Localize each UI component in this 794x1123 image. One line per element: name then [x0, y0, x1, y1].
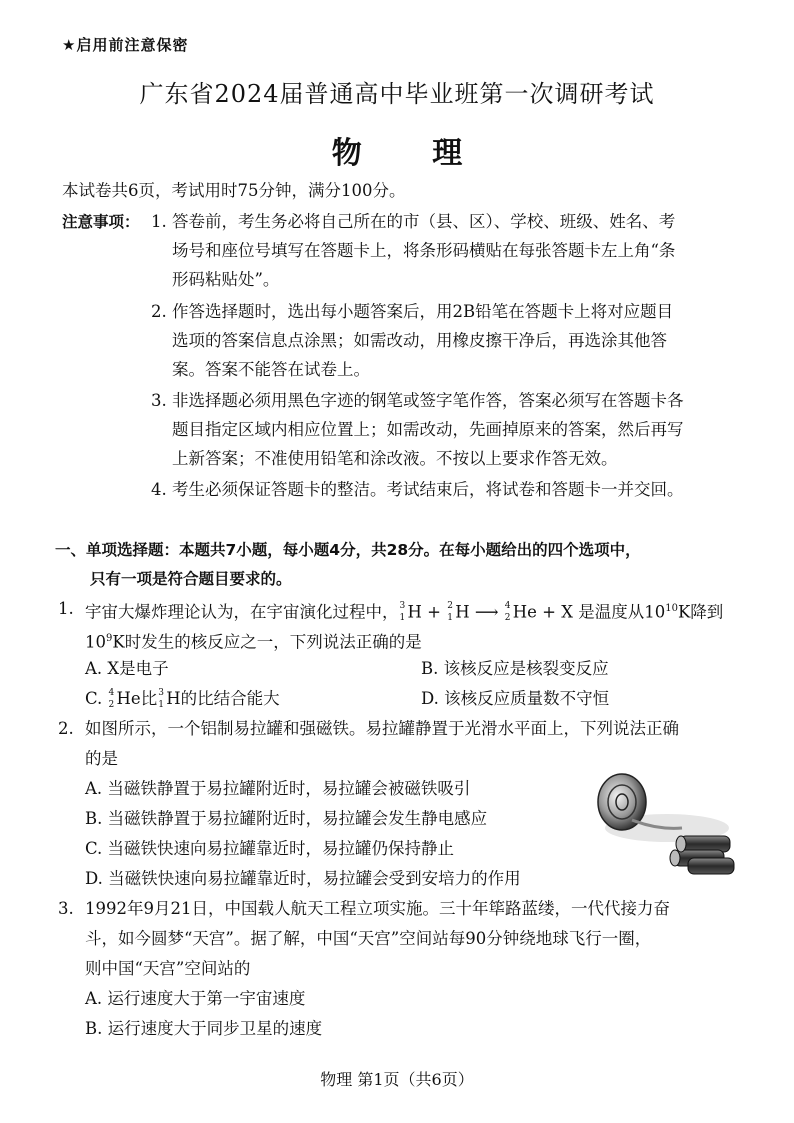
notes-line: 2. 作答选择题时，选出每小题答案后，用2B铅笔在答题卡上将对应题目	[151, 302, 674, 321]
q3-stem-line1: 1992年9月21日，中国载人航天工程立项实施。三十年筚路蓝缕，一代代接力奋	[85, 899, 670, 918]
notes-line: 案。答案不能答在试卷上。	[172, 360, 370, 379]
notes-line: 选项的答案信息点涂黑；如需改动，用橡皮擦干净后，再选涂其他答	[172, 331, 667, 350]
subject-title: 物 理	[331, 136, 493, 171]
q2-stem-line1: 如图所示，一个铝制易拉罐和强磁铁。易拉罐静置于光滑水平面上，下列说法正确	[85, 719, 679, 738]
q2-option-b: B. 当磁铁静置于易拉罐附近时，易拉罐会发生静电感应	[85, 809, 488, 828]
notes-line: 3. 非选择题必须用黑色字迹的钢笔或签字笔作答，答案必须写在答题卡各	[151, 391, 684, 410]
notes-line: 形码粘贴处”。	[172, 270, 280, 289]
notes-line: 1. 答卷前，考生务必将自己所在的市（县、区）、学校、班级、姓名、考	[151, 212, 676, 231]
notes-label: 注意事项：	[62, 213, 140, 231]
q3-option-b: B. 运行速度大于同步卫星的速度	[85, 1019, 323, 1038]
exam-intro: 本试卷共6页，考试用时75分钟，满分100分。	[62, 181, 406, 200]
q3-stem-line2: 斗，如今圆梦“天宫”。据了解，中国“天宫”空间站每90分钟绕地球飞行一圈，	[85, 929, 652, 948]
q2-stem-line2: 的是	[85, 749, 118, 768]
section-heading-cont: 只有一项是符合题目要求的。	[90, 570, 292, 588]
q2-option-a: A. 当磁铁静置于易拉罐附近时，易拉罐会被磁铁吸引	[85, 779, 471, 798]
q3-number: 3.	[58, 899, 74, 918]
notes-line: 4. 考生必须保证答题卡的整洁。考试结束后，将试卷和答题卡一并交回。	[151, 480, 684, 499]
notes-line: 场号和座位号填写在答题卡上，将条形码横贴在每张答题卡左上角“条	[172, 241, 676, 260]
can-and-magnet-illustration	[592, 768, 742, 883]
q2-number: 2.	[58, 719, 74, 738]
section-heading: 一、单项选择题：本题共7小题，每小题4分，共28分。在每小题给出的四个选项中，	[55, 541, 641, 559]
q1-option-c: C. 4 2 He比 3 1 H的比结合能大	[85, 687, 280, 710]
exam-title: 广东省2024届普通高中毕业班第一次调研考试	[139, 80, 655, 108]
q2-option-c: C. 当磁铁快速向易拉罐靠近时，易拉罐仍保持静止	[85, 839, 455, 858]
q2-option-d: D. 当磁铁快速向易拉罐靠近时，易拉罐会受到安培力的作用	[85, 869, 521, 888]
q3-stem-line3: 则中国“天宫”空间站的	[85, 959, 251, 978]
q1-reaction: H +	[407, 602, 447, 622]
q3-option-a: A. 运行速度大于第一宇宙速度	[85, 989, 306, 1008]
q1-stem-line1: 宇宙大爆炸理论认为，在宇宙演化过程中， 3 1 H + 2 1 H ⟶ 4 2 He + X 是温度从$10^{10}K$降到	[85, 601, 724, 623]
notes-line: 题目指定区域内相应位置上；如需改动，先画掉原来的答案，然后再写	[172, 420, 684, 439]
page-footer: 物理 第1页（共6页）	[320, 1070, 474, 1089]
notes-line: 上新答案；不准使用铅笔和涂改液。不按以上要求作答无效。	[172, 449, 618, 468]
confidential-label: ★启用前注意保密	[62, 36, 189, 54]
q1-option-b: B. 该核反应是核裂变反应	[421, 659, 609, 678]
q1-option-a: A. X是电子	[85, 659, 169, 678]
q1-option-d: D. 该核反应质量数不守恒	[421, 689, 610, 708]
magnet-stack	[670, 836, 734, 874]
q1-number: 1.	[58, 599, 74, 618]
q1-stem-line2: $10^9K$时发生的核反应之一，下列说法正确的是	[85, 632, 422, 652]
